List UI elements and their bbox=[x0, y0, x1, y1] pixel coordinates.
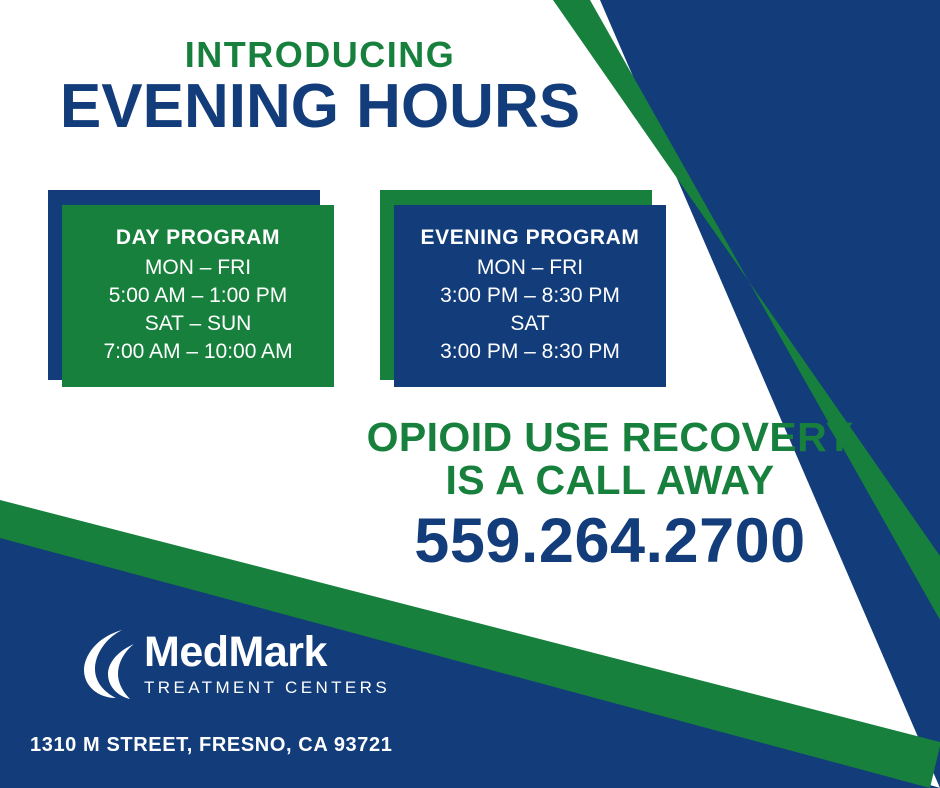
kicker-text: INTRODUCING bbox=[184, 34, 456, 75]
day-program-line-1: MON – FRI bbox=[144, 256, 252, 279]
phone-number[interactable]: 559.264.2700 bbox=[414, 506, 806, 577]
day-program-line-4: 7:00 AM – 10:00 AM bbox=[103, 339, 293, 363]
cta-line-2: IS A CALL AWAY bbox=[445, 457, 775, 504]
day-program-title: DAY PROGRAM bbox=[115, 226, 281, 249]
headline-block bbox=[0, 34, 640, 141]
logo-text bbox=[144, 627, 391, 698]
day-program-line-2: 5:00 AM – 1:00 PM bbox=[108, 283, 288, 307]
logo-subtitle: TREATMENT CENTERS bbox=[144, 677, 391, 697]
page-title: EVENING HOURS bbox=[59, 71, 581, 141]
day-program-line-3: SAT – SUN bbox=[144, 311, 252, 335]
call-to-action-block bbox=[300, 416, 920, 577]
evening-program-line-4: 3:00 PM – 8:30 PM bbox=[440, 339, 620, 363]
evening-program-title: EVENING PROGRAM bbox=[420, 226, 640, 249]
logo bbox=[82, 628, 390, 700]
evening-program-line-3: SAT bbox=[510, 311, 550, 335]
evening-program-line-1: MON – FRI bbox=[476, 256, 584, 279]
day-program-card bbox=[62, 205, 334, 387]
evening-program-card bbox=[394, 205, 666, 387]
address-text: 1310 M STREET, FRESNO, CA 93721 bbox=[30, 734, 393, 756]
logo-name: MedMark bbox=[144, 627, 327, 676]
cta-line-1: OPIOID USE RECOVERY bbox=[366, 414, 854, 460]
evening-program-line-2: 3:00 PM – 8:30 PM bbox=[440, 283, 620, 307]
crescent-swoosh-icon bbox=[82, 628, 138, 700]
